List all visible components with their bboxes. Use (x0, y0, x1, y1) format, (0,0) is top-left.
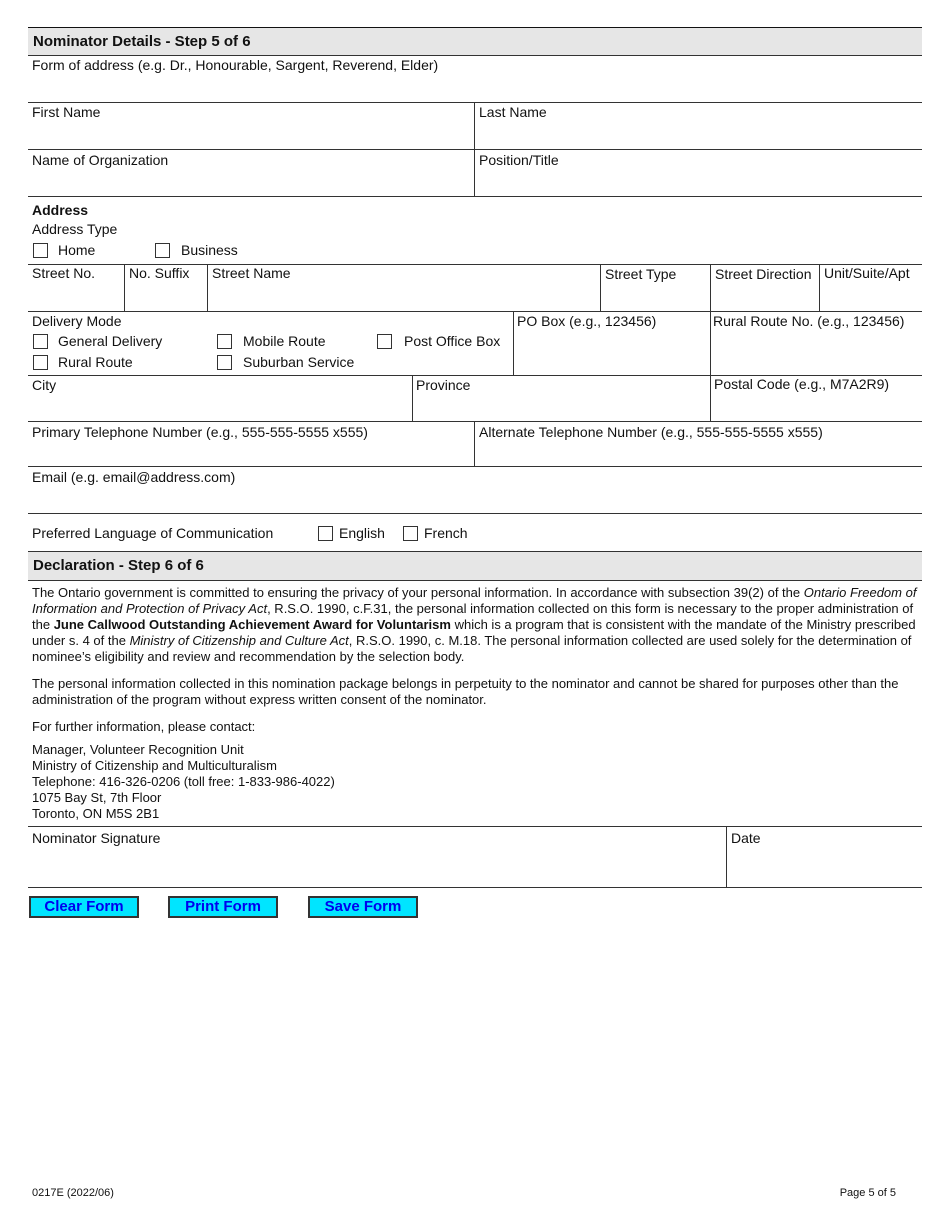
street-name-label: Street Name (212, 265, 291, 281)
unit-field[interactable] (820, 283, 922, 310)
contact-block (32, 742, 922, 822)
city-field[interactable] (28, 393, 412, 420)
save-form-button[interactable]: Save Form (308, 896, 418, 918)
rural-route-no-label: Rural Route No. (e.g., 123456) (713, 313, 905, 329)
contact-line: 1075 Bay St, 7th Floor (32, 790, 162, 805)
date-label: Date (731, 830, 761, 846)
signature-field[interactable] (28, 848, 726, 886)
last-name-field[interactable] (475, 120, 922, 148)
city-label: City (32, 377, 57, 393)
address-type-label: Address Type (32, 221, 118, 237)
form-of-address-field[interactable] (28, 74, 922, 101)
general-delivery-label: General Delivery (58, 333, 163, 349)
form-number: 0217E (2022/06) (32, 1187, 114, 1199)
street-type-label: Street Type (605, 266, 677, 282)
post-office-box-checkbox[interactable] (377, 334, 392, 349)
english-checkbox[interactable] (318, 526, 333, 541)
alternate-phone-label: Alternate Telephone Number (e.g., 555-555-5555 x555) (479, 424, 823, 440)
contact-line: Manager, Volunteer Recognition Unit (32, 742, 244, 757)
organization-label: Name of Organization (32, 152, 169, 168)
rural-route-no-field[interactable] (711, 330, 922, 374)
post-office-box-label: Post Office Box (404, 333, 501, 349)
po-box-label: PO Box (e.g., 123456) (517, 313, 657, 329)
province-label: Province (416, 377, 471, 393)
contact-line: Toronto, ON M5S 2B1 (32, 806, 160, 821)
rural-route-checkbox[interactable] (33, 355, 48, 370)
position-label: Position/Title (479, 152, 559, 168)
unit-label: Unit/Suite/Apt (824, 265, 910, 281)
french-label: French (424, 525, 468, 541)
award-name: June Callwood Outstanding Achievement Award for Voluntarism (53, 617, 451, 632)
province-field[interactable] (413, 393, 710, 420)
mobile-route-label: Mobile Route (243, 333, 326, 349)
street-no-field[interactable] (28, 283, 124, 310)
postal-code-field[interactable] (711, 393, 922, 420)
position-field[interactable] (475, 168, 922, 195)
ownership-paragraph: The personal information collected in this nomination package belongs in perpetuity to the nominator and cannot be shared for purposes other than the administration of the program without express written consent of the nominator. (32, 676, 899, 707)
general-delivery-checkbox[interactable] (33, 334, 48, 349)
clear-form-button[interactable]: Clear Form (29, 896, 139, 918)
last-name-label: Last Name (479, 104, 547, 120)
nominator-section-header: Nominator Details - Step 5 of 6 (28, 28, 922, 56)
form-of-address-label: Form of address (e.g. Dr., Honourable, Sargent, Reverend, Elder) (32, 57, 439, 73)
email-label: Email (e.g. email@address.com) (32, 469, 236, 485)
suburban-service-checkbox[interactable] (217, 355, 232, 370)
foi-act-title: Ontario Freedom of Information and Protection of Privacy Act (32, 585, 917, 616)
home-label: Home (58, 242, 96, 258)
home-checkbox[interactable] (33, 243, 48, 258)
po-box-field[interactable] (514, 330, 710, 374)
ministry-act-title: Ministry of Citizenship and Culture Act (129, 633, 349, 648)
street-no-label: Street No. (32, 265, 96, 281)
no-suffix-field[interactable] (125, 283, 207, 310)
street-name-field[interactable] (208, 283, 600, 310)
address-heading: Address (32, 202, 89, 218)
page-number: Page 5 of 5 (839, 1187, 896, 1199)
street-direction-field[interactable] (711, 283, 819, 310)
suburban-service-label: Suburban Service (243, 354, 355, 370)
signature-label: Nominator Signature (32, 830, 161, 846)
business-checkbox[interactable] (155, 243, 170, 258)
first-name-field[interactable] (28, 120, 474, 148)
alternate-phone-field[interactable] (475, 441, 922, 466)
print-form-button[interactable]: Print Form (168, 896, 278, 918)
mobile-route-checkbox[interactable] (217, 334, 232, 349)
language-label: Preferred Language of Communication (32, 525, 274, 541)
rural-route-label: Rural Route (58, 354, 133, 370)
email-field[interactable] (28, 486, 922, 513)
french-checkbox[interactable] (403, 526, 418, 541)
declaration-section-header: Declaration - Step 6 of 6 (28, 552, 922, 580)
contact-line: Ministry of Citizenship and Multiculturalism (32, 758, 277, 773)
privacy-paragraph: The Ontario government is committed to ensuring the privacy of your personal information. In accordance with subsection 39(2) of the Ontario Freedom of Information and Protection of Privacy Act, R.S.O. 1990, c.F.31, the personal information collected on this form is necessary to the proper administration of the June Callwood Outstanding Achievement Award for Voluntarism which is a program that is consistent with the mandate of the Ministry prescribed under s. 4 of the Ministry of Citizenship and Culture Act, R.S.O. 1990, c. M.18. The personal information collected are used solely for the determination of nominee’s eligibility and review and recommendation by the selection body. (32, 585, 917, 664)
contact-line: Telephone: 416-326-0206 (toll free: 1-833-986-4022) (32, 774, 335, 789)
delivery-mode-label: Delivery Mode (32, 313, 122, 329)
english-label: English (339, 525, 385, 541)
first-name-label: First Name (32, 104, 101, 120)
organization-field[interactable] (28, 168, 474, 195)
postal-code-label: Postal Code (e.g., M7A2R9) (714, 376, 890, 392)
contact-intro: For further information, please contact: (32, 719, 256, 734)
street-type-field[interactable] (601, 283, 710, 310)
business-label: Business (181, 242, 238, 258)
primary-phone-label: Primary Telephone Number (e.g., 555-555-5555 x555) (32, 424, 368, 440)
no-suffix-label: No. Suffix (129, 265, 190, 281)
street-direction-label: Street Direction (715, 266, 812, 282)
date-field[interactable] (727, 848, 922, 886)
primary-phone-field[interactable] (28, 441, 474, 466)
